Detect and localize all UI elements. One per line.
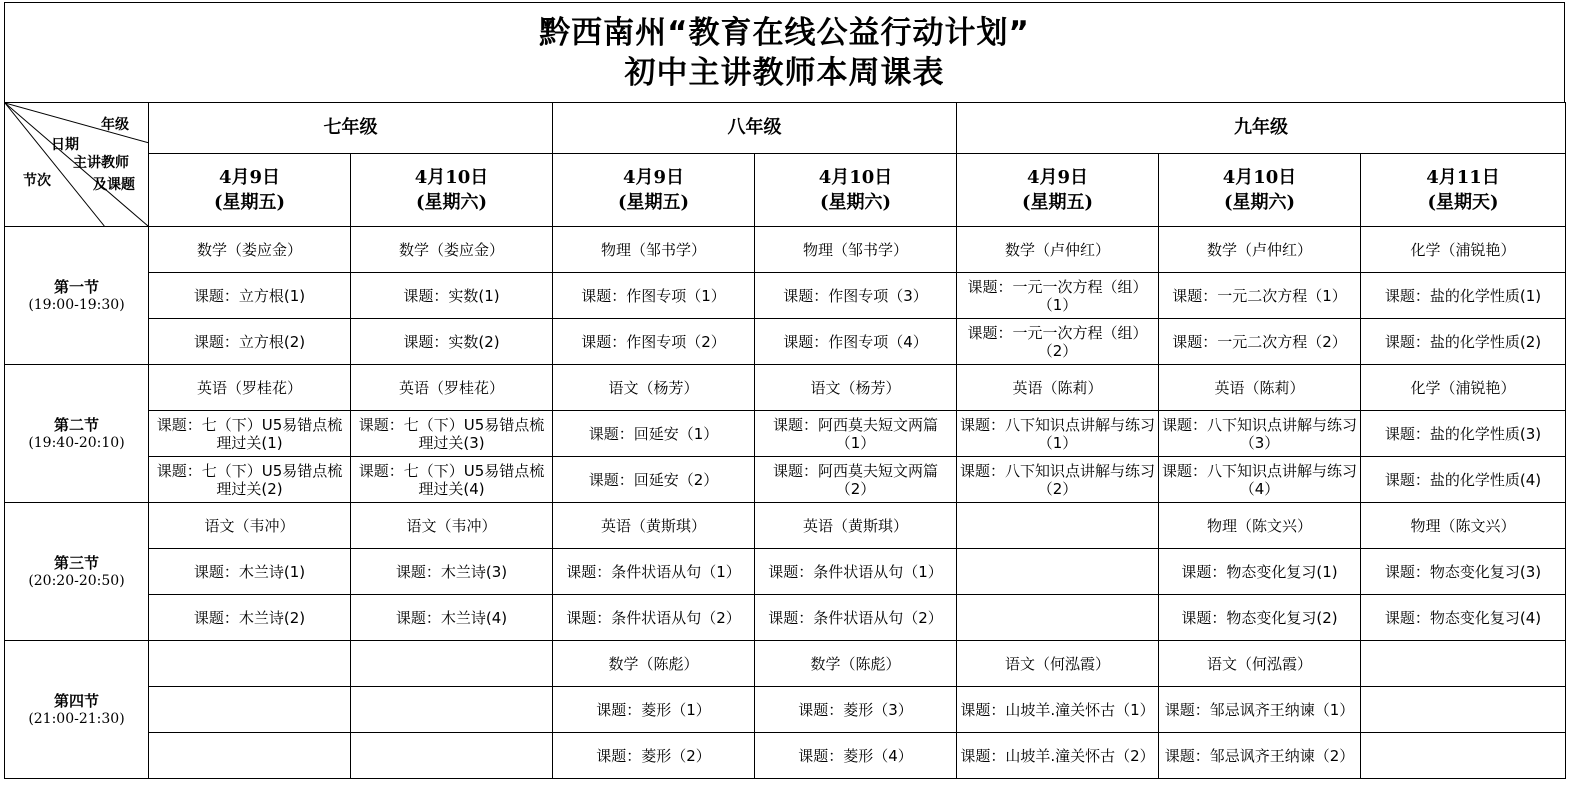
grade-header-row xyxy=(5,103,1566,154)
lesson-topic-cell: 课题：物态变化复习(1) xyxy=(1159,549,1361,595)
title-line-2: 初中主讲教师本周课表 xyxy=(624,54,945,91)
subject-teacher-cell: 英语（黄斯琪） xyxy=(755,503,957,549)
lesson-topic-cell: 课题：物态变化复习(2) xyxy=(1159,595,1361,641)
lesson-topic-cell: 课题：条件状语从句（2） xyxy=(755,595,957,641)
lesson-topic-cell: 课题：盐的化学性质(3) xyxy=(1361,411,1566,457)
subject-teacher-cell: 语文（杨芳） xyxy=(553,365,755,411)
lesson-topic-cell: 课题：邹忌讽齐王纳谏（2） xyxy=(1159,733,1361,779)
date-label: 4月11日 xyxy=(1426,167,1500,188)
lesson-topic-cell: 课题：一元一次方程（组）（2） xyxy=(957,319,1159,365)
subject-teacher-cell: 数学（陈彪） xyxy=(755,641,957,687)
date-label: 4月9日 xyxy=(622,167,685,188)
date-header-row xyxy=(5,154,1566,227)
lesson-topic-cell: 课题：菱形（4） xyxy=(755,733,957,779)
period-name: 第四节 xyxy=(53,691,99,710)
subject-teacher-cell xyxy=(1361,641,1566,687)
period-cell xyxy=(5,227,149,365)
period-time: (19:00-19:30) xyxy=(28,296,125,313)
schedule-row xyxy=(5,365,1566,411)
lesson-topic-cell: 课题：七（下）U5易错点梳理过关(3) xyxy=(351,411,553,457)
lesson-topic-cell xyxy=(149,687,351,733)
date-header-7 xyxy=(1361,154,1566,227)
weekday-label: (星期五) xyxy=(617,192,690,213)
lesson-topic-cell: 课题：八下知识点讲解与练习（1） xyxy=(957,411,1159,457)
grade-header-8: 八年级 xyxy=(553,103,957,154)
subject-teacher-cell: 英语（罗桂花） xyxy=(149,365,351,411)
corner-date-label: 日期 xyxy=(51,137,79,153)
date-label: 4月10日 xyxy=(818,167,893,188)
lesson-topic-cell: 课题：八下知识点讲解与练习（4） xyxy=(1159,457,1361,503)
lesson-topic-cell: 课题：作图专项（2） xyxy=(553,319,755,365)
lesson-topic-cell: 课题：立方根(2) xyxy=(149,319,351,365)
subject-teacher-cell: 英语（陈莉） xyxy=(957,365,1159,411)
weekday-label: (星期天) xyxy=(1427,192,1499,213)
lesson-topic-cell: 课题：阿西莫夫短文两篇（2） xyxy=(755,457,957,503)
lesson-topic-cell xyxy=(957,595,1159,641)
subject-teacher-cell: 物理（陈文兴） xyxy=(1159,503,1361,549)
lesson-topic-cell: 课题：山坡羊.潼关怀古（1） xyxy=(957,687,1159,733)
corner-teacher-label-2: 及课题 xyxy=(93,177,135,193)
lesson-topic-cell: 课题：实数(1) xyxy=(351,273,553,319)
schedule-row xyxy=(5,503,1566,549)
date-label: 4月9日 xyxy=(1026,167,1089,188)
subject-teacher-cell: 数学（娄应金） xyxy=(149,227,351,273)
lesson-topic-cell: 课题：菱形（2） xyxy=(553,733,755,779)
weekday-label: (星期六) xyxy=(819,192,892,213)
schedule-row xyxy=(5,733,1566,779)
subject-teacher-cell: 数学（娄应金） xyxy=(351,227,553,273)
lesson-topic-cell xyxy=(1361,687,1566,733)
weekday-label: (星期五) xyxy=(213,192,286,213)
schedule-sheet xyxy=(4,2,1565,799)
lesson-topic-cell: 课题：一元二次方程（2） xyxy=(1159,319,1361,365)
schedule-row xyxy=(5,641,1566,687)
subject-teacher-cell: 英语（罗桂花） xyxy=(351,365,553,411)
period-time: (19:40-20:10) xyxy=(28,434,125,451)
date-header-5 xyxy=(957,154,1159,227)
lesson-topic-cell: 课题：山坡羊.潼关怀古（2） xyxy=(957,733,1159,779)
lesson-topic-cell xyxy=(1361,733,1566,779)
schedule-row xyxy=(5,549,1566,595)
lesson-topic-cell: 课题：物态变化复习(3) xyxy=(1361,549,1566,595)
lesson-topic-cell: 课题：盐的化学性质(2) xyxy=(1361,319,1566,365)
date-label: 4月10日 xyxy=(1222,167,1297,188)
schedule-row xyxy=(5,411,1566,457)
lesson-topic-cell xyxy=(149,733,351,779)
subject-teacher-cell: 化学（浦锐艳） xyxy=(1361,365,1566,411)
lesson-topic-cell: 课题：回延安（1） xyxy=(553,411,755,457)
subject-teacher-cell: 数学（卢仲红） xyxy=(957,227,1159,273)
period-name: 第二节 xyxy=(53,415,99,434)
grade-header-7: 七年级 xyxy=(149,103,553,154)
lesson-topic-cell: 课题：作图专项（1） xyxy=(553,273,755,319)
title-line-1: 黔西南州“教育在线公益行动计划” xyxy=(539,14,1030,51)
subject-teacher-cell: 物理（邹书学） xyxy=(553,227,755,273)
schedule-row xyxy=(5,227,1566,273)
date-header-4 xyxy=(755,154,957,227)
corner-header-cell xyxy=(5,103,149,227)
lesson-topic-cell: 课题：阿西莫夫短文两篇（1） xyxy=(755,411,957,457)
subject-teacher-cell: 语文（何泓霞） xyxy=(957,641,1159,687)
lesson-topic-cell: 课题：七（下）U5易错点梳理过关(2) xyxy=(149,457,351,503)
page-title xyxy=(4,2,1565,102)
lesson-topic-cell: 课题：木兰诗(4) xyxy=(351,595,553,641)
schedule-row xyxy=(5,595,1566,641)
date-label: 4月10日 xyxy=(414,167,489,188)
period-cell xyxy=(5,365,149,503)
lesson-topic-cell xyxy=(351,687,553,733)
weekday-label: (星期六) xyxy=(415,192,488,213)
lesson-topic-cell: 课题：七（下）U5易错点梳理过关(4) xyxy=(351,457,553,503)
date-header-6 xyxy=(1159,154,1361,227)
lesson-topic-cell: 课题：条件状语从句（1） xyxy=(553,549,755,595)
lesson-topic-cell: 课题：邹忌讽齐王纳谏（1） xyxy=(1159,687,1361,733)
subject-teacher-cell: 化学（浦锐艳） xyxy=(1361,227,1566,273)
corner-period-label: 节次 xyxy=(23,173,51,189)
lesson-topic-cell: 课题：菱形（1） xyxy=(553,687,755,733)
schedule-row xyxy=(5,457,1566,503)
lesson-topic-cell xyxy=(957,549,1159,595)
lesson-topic-cell: 课题：一元二次方程（1） xyxy=(1159,273,1361,319)
grade-header-9: 九年级 xyxy=(957,103,1566,154)
lesson-topic-cell: 课题：菱形（3） xyxy=(755,687,957,733)
lesson-topic-cell: 课题：回延安（2） xyxy=(553,457,755,503)
lesson-topic-cell: 课题：实数(2) xyxy=(351,319,553,365)
period-time: (21:00-21:30) xyxy=(28,710,125,727)
lesson-topic-cell xyxy=(351,733,553,779)
lesson-topic-cell: 课题：八下知识点讲解与练习（2） xyxy=(957,457,1159,503)
lesson-topic-cell: 课题：作图专项（3） xyxy=(755,273,957,319)
subject-teacher-cell: 物理（邹书学） xyxy=(755,227,957,273)
lesson-topic-cell: 课题：盐的化学性质(4) xyxy=(1361,457,1566,503)
period-cell xyxy=(5,641,149,779)
date-header-1 xyxy=(149,154,351,227)
lesson-topic-cell: 课题：条件状语从句（1） xyxy=(755,549,957,595)
schedule-row xyxy=(5,273,1566,319)
subject-teacher-cell: 语文（韦冲） xyxy=(351,503,553,549)
corner-grade-label: 年级 xyxy=(101,117,129,133)
schedule-table xyxy=(4,102,1566,779)
lesson-topic-cell: 课题：一元一次方程（组）（1） xyxy=(957,273,1159,319)
lesson-topic-cell: 课题：盐的化学性质(1) xyxy=(1361,273,1566,319)
period-name: 第一节 xyxy=(53,277,99,296)
subject-teacher-cell: 语文（何泓霞） xyxy=(1159,641,1361,687)
subject-teacher-cell xyxy=(149,641,351,687)
date-label: 4月9日 xyxy=(218,167,281,188)
subject-teacher-cell: 数学（卢仲红） xyxy=(1159,227,1361,273)
weekday-label: (星期六) xyxy=(1223,192,1296,213)
lesson-topic-cell: 课题：七（下）U5易错点梳理过关(1) xyxy=(149,411,351,457)
subject-teacher-cell: 数学（陈彪） xyxy=(553,641,755,687)
subject-teacher-cell: 英语（陈莉） xyxy=(1159,365,1361,411)
date-header-3 xyxy=(553,154,755,227)
period-cell xyxy=(5,503,149,641)
schedule-row xyxy=(5,687,1566,733)
lesson-topic-cell: 课题：木兰诗(3) xyxy=(351,549,553,595)
lesson-topic-cell: 课题：木兰诗(2) xyxy=(149,595,351,641)
subject-teacher-cell xyxy=(957,503,1159,549)
subject-teacher-cell: 英语（黄斯琪） xyxy=(553,503,755,549)
lesson-topic-cell: 课题：木兰诗(1) xyxy=(149,549,351,595)
lesson-topic-cell: 课题：作图专项（4） xyxy=(755,319,957,365)
lesson-topic-cell: 课题：立方根(1) xyxy=(149,273,351,319)
subject-teacher-cell: 语文（韦冲） xyxy=(149,503,351,549)
lesson-topic-cell: 课题：八下知识点讲解与练习（3） xyxy=(1159,411,1361,457)
period-time: (20:20-20:50) xyxy=(28,572,125,589)
subject-teacher-cell xyxy=(351,641,553,687)
lesson-topic-cell: 课题：条件状语从句（2） xyxy=(553,595,755,641)
lesson-topic-cell: 课题：物态变化复习(4) xyxy=(1361,595,1566,641)
period-name: 第三节 xyxy=(53,553,99,572)
weekday-label: (星期五) xyxy=(1021,192,1094,213)
subject-teacher-cell: 物理（陈文兴） xyxy=(1361,503,1566,549)
schedule-row xyxy=(5,319,1566,365)
date-header-2 xyxy=(351,154,553,227)
corner-teacher-label-1: 主讲教师 xyxy=(73,155,129,171)
subject-teacher-cell: 语文（杨芳） xyxy=(755,365,957,411)
